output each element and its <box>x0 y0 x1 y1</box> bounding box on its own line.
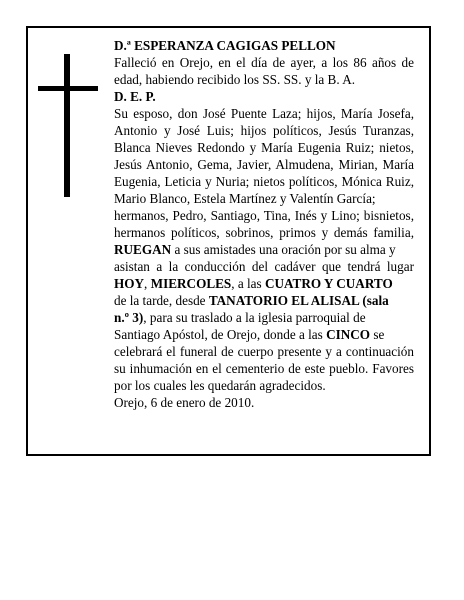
family-line: Mario Blanco, Estela Martínez y Valentín García; <box>114 191 376 206</box>
place-date: Orejo, 6 de enero de 2010. <box>114 395 255 410</box>
family-line: Blanca Nieves Redondo y María Eugenia Ruiz; nietos, <box>114 140 414 155</box>
ruegan-word: RUEGAN <box>114 242 172 257</box>
closing-line: por los cuales les quedarán agradecidos. <box>114 378 326 393</box>
family-line: Jesús Antonio, Gema, Javier, Almudena, Mirian, María <box>114 157 414 172</box>
closing-line: su inhumación en el cementerio de este pueblo. Favores <box>114 361 414 376</box>
family-line: hermanos políticos, sobrinos, primos y demás familia, <box>114 225 414 240</box>
service-time: CUATRO Y CUARTO <box>264 276 393 291</box>
funeral-time: CINCO <box>326 327 371 342</box>
ruegan-line: RUEGAN a sus amistades una oración por su alma y <box>114 242 396 257</box>
family-line: Su esposo, don José Puente Laza; hijos, María Josefa, <box>114 106 414 121</box>
death-line: edad, habiendo recibido los SS. SS. y la B. A. <box>114 72 356 87</box>
cadaver-line: asistan a la conducción del cadáver que tendrá lugar <box>114 259 414 274</box>
schedule-line: HOY, MIERCOLES, a las CUATRO Y CUARTO <box>114 276 393 291</box>
death-line: Falleció en Orejo, en el día de ayer, a los 86 años de <box>114 55 414 70</box>
rip-heading: D. E. P. <box>114 89 156 104</box>
weekday: MIERCOLES <box>150 276 232 291</box>
cross-vertical-bar <box>64 54 70 197</box>
transfer-line: n.º 3), para su traslado a la iglesia parroquial de <box>114 310 366 325</box>
venue-line: de la tarde, desde TANATORIO EL ALISAL (sala <box>114 293 389 308</box>
church-line: Santiago Apóstol, de Orejo, donde a las CINCO se <box>114 327 385 342</box>
cross-horizontal-bar <box>38 86 98 91</box>
venue-name: TANATORIO EL ALISAL (sala <box>208 293 389 308</box>
family-line: Antonio y José Luis; hijos políticos, Jesús Turanzas, <box>114 123 414 138</box>
cross-icon <box>38 54 98 197</box>
room-number: n.º 3) <box>114 310 144 325</box>
deceased-name: D.ª ESPERANZA CAGIGAS PELLON <box>114 38 336 53</box>
obituary-text <box>114 37 414 411</box>
hoy-word: HOY <box>114 276 145 291</box>
closing-line: celebrará el funeral de cuerpo presente y a continuación <box>114 344 414 359</box>
family-line: hermanos, Pedro, Santiago, Tina, Inés y Lino; bisnietos, <box>114 208 414 223</box>
family-line: Eugenia, Leticia y Nuria; nietos políticos, Mónica Ruiz, <box>114 174 414 189</box>
